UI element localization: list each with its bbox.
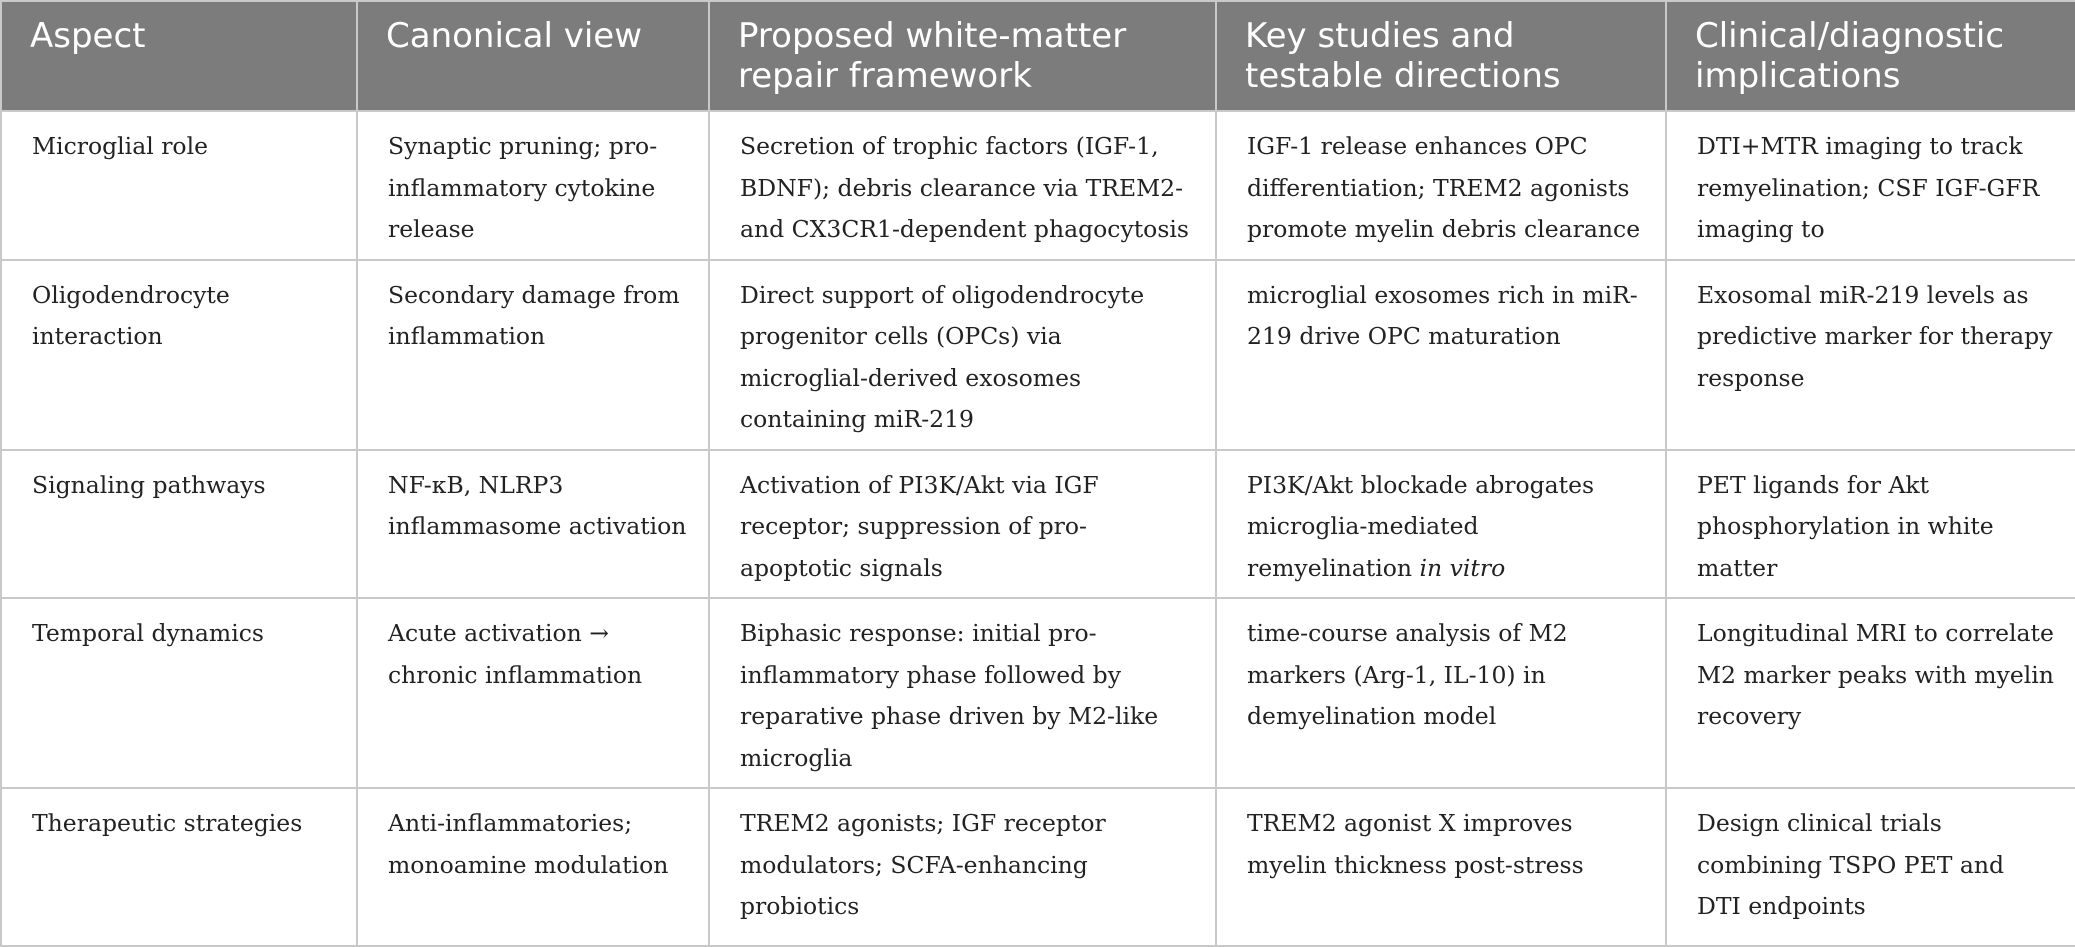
cell-implications: Longitudinal MRI to correlate M2 marker peaks with myelin recovery bbox=[1666, 598, 2075, 788]
cell-implications: PET ligands for Akt phosphorylation in white matter bbox=[1666, 450, 2075, 599]
table-row bbox=[1, 260, 2075, 450]
table-row bbox=[1, 450, 2075, 599]
cell-framework: Biphasic response: initial pro-inflammatory phase followed by reparative phase driven by M2-like microglia bbox=[709, 598, 1216, 788]
cell-framework: Secretion of trophic factors (IGF-1, BDNF); debris clearance via TREM2- and CX3CR1-dependent phagocytosis bbox=[709, 111, 1216, 260]
cell-canonical: Secondary damage from inflammation bbox=[357, 260, 709, 450]
table-row bbox=[1, 598, 2075, 788]
header-clinical-implications: Clinical/diagnostic implications bbox=[1666, 1, 2075, 111]
header-key-studies: Key studies and testable directions bbox=[1216, 1, 1666, 111]
cell-framework: Activation of PI3K/Akt via IGF receptor; suppression of pro-apoptotic signals bbox=[709, 450, 1216, 599]
cell-aspect: Therapeutic strategies bbox=[1, 788, 357, 946]
header-proposed-framework: Proposed white-matter repair framework bbox=[709, 1, 1216, 111]
cell-canonical: Anti-inflammatories; monoamine modulation bbox=[357, 788, 709, 946]
cell-implications: Design clinical trials combining TSPO PET and DTI endpoints bbox=[1666, 788, 2075, 946]
cell-framework: TREM2 agonists; IGF receptor modulators; SCFA-enhancing probiotics bbox=[709, 788, 1216, 946]
cell-studies-italic: in vitro bbox=[1419, 553, 1506, 582]
cell-studies: TREM2 agonist X improves myelin thickness post-stress bbox=[1216, 788, 1666, 946]
table-body bbox=[1, 111, 2075, 946]
cell-framework: Direct support of oligodendrocyte progenitor cells (OPCs) via microglial-derived exosomes containing miR-219 bbox=[709, 260, 1216, 450]
cell-aspect: Oligodendrocyte interaction bbox=[1, 260, 357, 450]
cell-canonical: Acute activation → chronic inflammation bbox=[357, 598, 709, 788]
table-header bbox=[1, 1, 2075, 111]
cell-studies: IGF-1 release enhances OPC differentiation; TREM2 agonists promote myelin debris clearance bbox=[1216, 111, 1666, 260]
cell-canonical: NF-κB, NLRP3 inflammasome activation bbox=[357, 450, 709, 599]
cell-aspect: Signaling pathways bbox=[1, 450, 357, 599]
table-row bbox=[1, 111, 2075, 260]
cell-aspect: Temporal dynamics bbox=[1, 598, 357, 788]
cell-implications: DTI+MTR imaging to track remyelination; CSF IGF-GFR imaging to bbox=[1666, 111, 2075, 260]
table-row bbox=[1, 788, 2075, 946]
header-aspect: Aspect bbox=[1, 1, 357, 111]
cell-studies-text: PI3K/Akt blockade abrogates microglia-mediated remyelination bbox=[1247, 470, 1595, 582]
cell-studies: time-course analysis of M2 markers (Arg-1, IL-10) in demyelination model bbox=[1216, 598, 1666, 788]
header-row bbox=[1, 1, 2075, 111]
cell-studies: microglial exosomes rich in miR-219 drive OPC maturation bbox=[1216, 260, 1666, 450]
cell-studies bbox=[1216, 450, 1666, 599]
header-canonical-view: Canonical view bbox=[357, 1, 709, 111]
cell-canonical: Synaptic pruning; pro-inflammatory cytokine release bbox=[357, 111, 709, 260]
cell-aspect: Microglial role bbox=[1, 111, 357, 260]
cell-implications: Exosomal miR-219 levels as predictive marker for therapy response bbox=[1666, 260, 2075, 450]
